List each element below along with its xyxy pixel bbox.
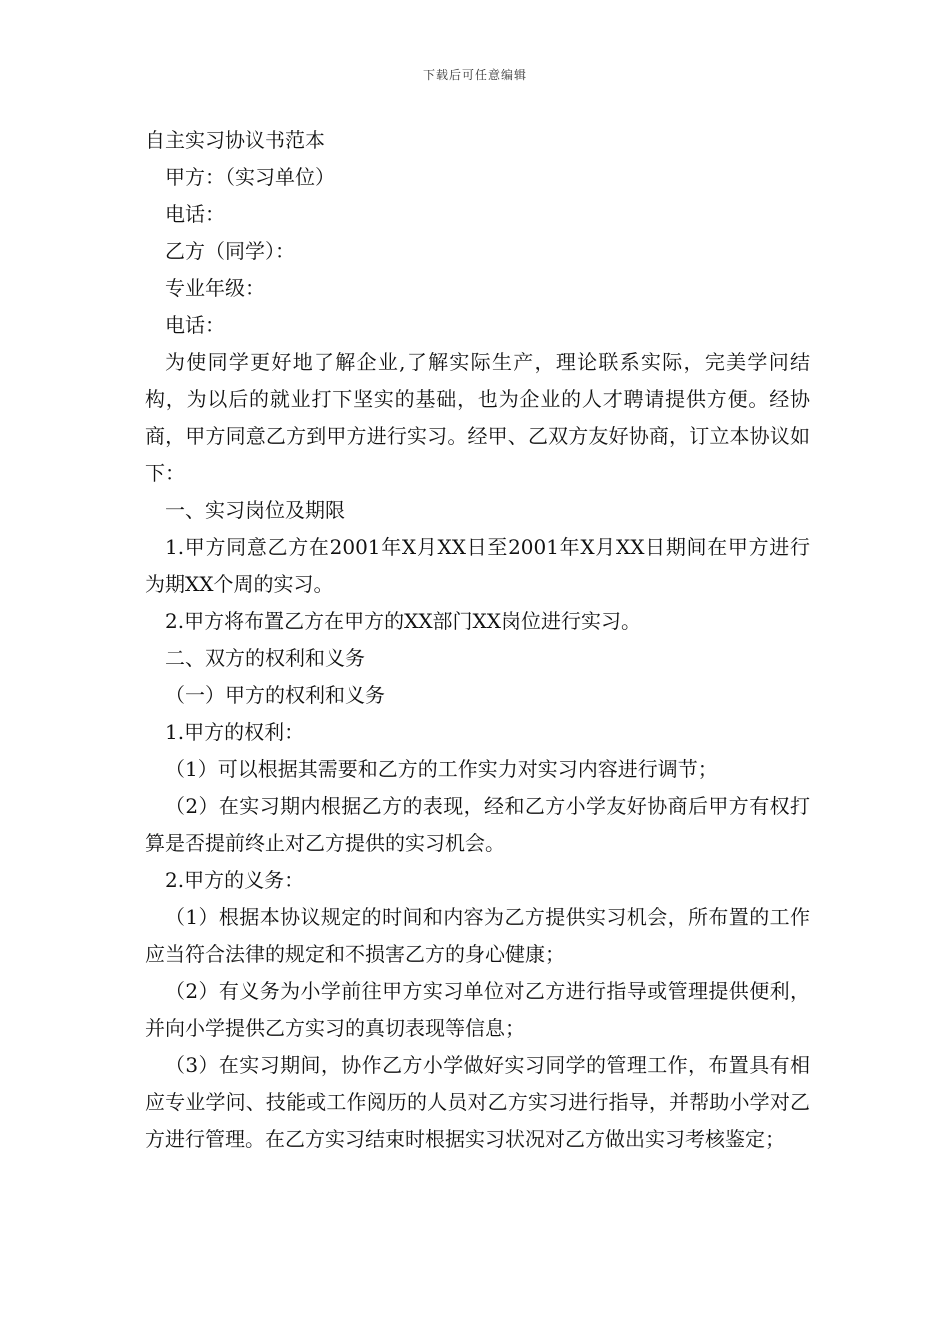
section1-item-2: 2.甲方将布置乙方在甲方的XX部门XX岗位进行实习。 (165, 609, 642, 633)
duty-item-2: （2）有义务为小学前往甲方实习单位对乙方进行指导或管理提供便利，并向小学提供乙方实习的真切表现等信息； (145, 979, 810, 1040)
page-header: 下载后可任意编辑 (422, 68, 527, 82)
duty-item-3: （3）在实习期间，协作乙方小学做好实习同学的管理工作，布置具有相应专业学问、技能或工作阅历的人员对乙方实习进行指导，并帮助小学对乙方进行管理。在乙方实习结束时根据实习状况对乙方做出实习考核鉴定； (145, 1053, 810, 1151)
rights-heading: 1.甲方的权利： (165, 720, 305, 744)
intro-paragraph: 为使同学更好地了解企业,了解实际生产，理论联系实际，完美学问结构，为以后的就业打下坚实的基础，也为企业的人才聘请提供方便。经协商，甲方同意乙方到甲方进行实习。经甲、乙双方友好协商，订立本协议如下： (145, 350, 810, 485)
major-grade-line: 专业年级： (165, 276, 265, 300)
section-heading-2: 二、双方的权利和义务 (165, 646, 365, 670)
duties-heading: 2.甲方的义务： (165, 868, 305, 892)
duty-item-1: （1）根据本协议规定的时间和内容为乙方提供实习机会，所布置的工作应当符合法律的规定和不损害乙方的身心健康； (145, 905, 810, 966)
right-item-2: （2）在实习期内根据乙方的表现，经和乙方小学友好协商后甲方有权打算是否提前终止对乙方提供的实习机会。 (145, 794, 810, 855)
party-b-line: 乙方（同学）： (165, 239, 295, 263)
subsection-heading-1: （一）甲方的权利和义务 (165, 683, 385, 707)
document-title: 自主实习协议书范本 (145, 128, 325, 152)
party-a-phone-line: 电话： (165, 202, 225, 226)
party-a-line: 甲方：（实习单位） (165, 165, 335, 189)
document-body (145, 122, 810, 1158)
section1-item-1: 1.甲方同意乙方在2001年X月XX日至2001年X月XX日期间在甲方进行为期XX个周的实习。 (145, 535, 810, 596)
right-item-1: （1）可以根据其需要和乙方的工作实力对实习内容进行调节； (165, 757, 718, 781)
party-b-phone-line: 电话： (165, 313, 225, 337)
section-heading-1: 一、实习岗位及期限 (165, 498, 345, 522)
